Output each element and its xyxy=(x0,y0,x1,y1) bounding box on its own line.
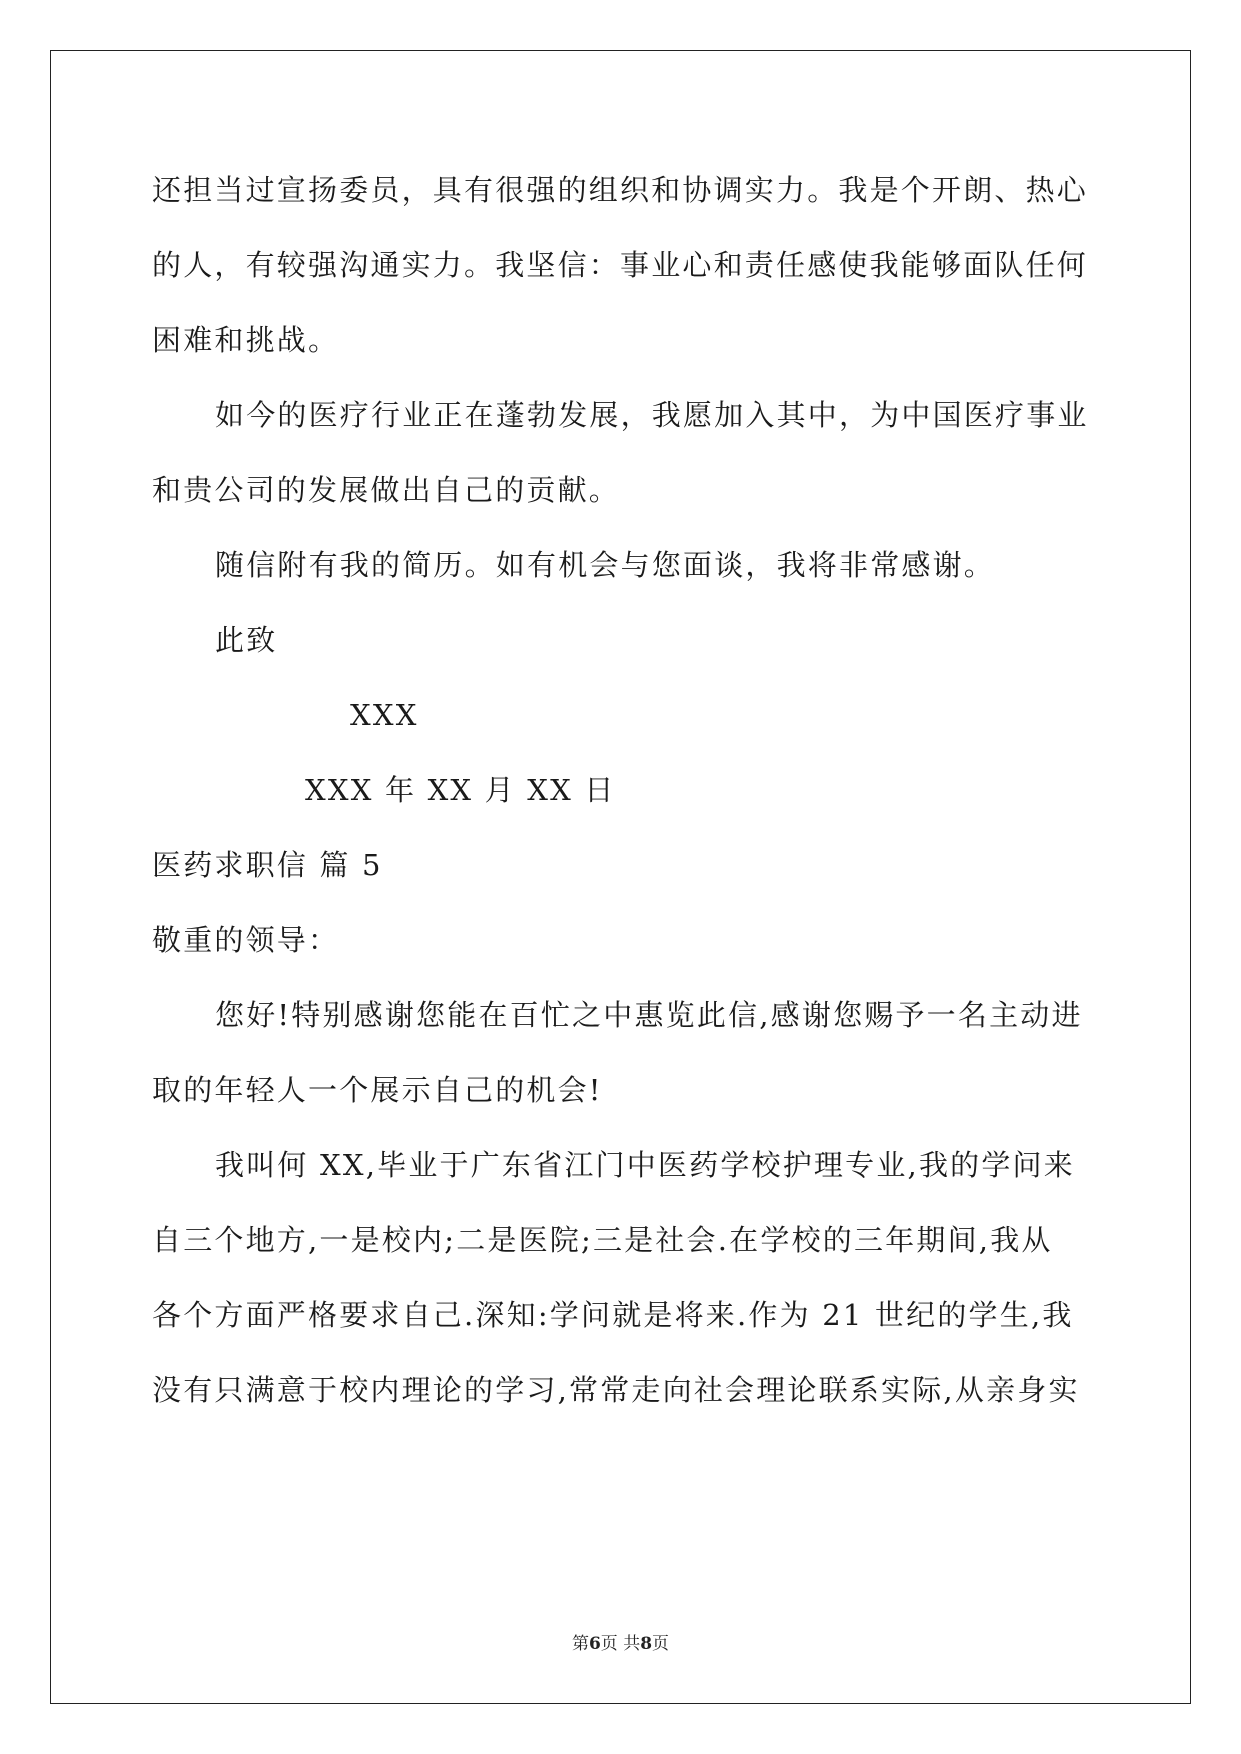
text-line-5: 和贵公司的发展做出自己的贡献。 xyxy=(152,473,621,507)
page-footer xyxy=(0,1634,1241,1654)
text-line-14: 我叫何 XX,毕业于广东省江门中医药学校护理专业,我的学问来 xyxy=(215,1148,1075,1182)
footer-prefix: 第 xyxy=(571,1634,589,1654)
greeting: 敬重的领导： xyxy=(152,923,340,957)
text-line-12: 您好!特别感谢您能在百忙之中惠览此信,感谢您赐予一名主动进 xyxy=(215,998,1083,1032)
text-line-2: 的人，有较强沟通实力。我坚信：事业心和责任感使我能够面队任何 xyxy=(152,248,1089,282)
text-line-17: 没有只满意于校内理论的学习,常常走向社会理论联系实际,从亲身实 xyxy=(152,1373,1080,1407)
text-line-1: 还担当过宣扬委员，具有很强的组织和协调实力。我是个开朗、热心 xyxy=(152,173,1089,207)
text-line-13: 取的年轻人一个展示自己的机会! xyxy=(152,1073,603,1107)
text-line-4: 如今的医疗行业正在蓬勃发展，我愿加入其中，为中国医疗事业 xyxy=(215,398,1089,432)
footer-suffix: 页 xyxy=(652,1634,670,1654)
text-line-15: 自三个地方,一是校内;二是医院;三是社会.在学校的三年期间,我从 xyxy=(152,1223,1053,1257)
text-line-6: 随信附有我的简历。如有机会与您面谈，我将非常感谢。 xyxy=(215,548,996,582)
salutation-closing: 此致 xyxy=(215,623,278,657)
text-line-3: 困难和挑战。 xyxy=(152,323,340,357)
footer-mid: 页 共 xyxy=(600,1634,641,1654)
signature-date: XXX 年 XX 月 XX 日 xyxy=(305,773,616,807)
signature-name: XXX xyxy=(350,698,419,732)
current-page-number: 6 xyxy=(588,1634,601,1654)
section-heading: 医药求职信 篇 5 xyxy=(152,848,383,882)
total-page-number: 8 xyxy=(640,1634,653,1654)
text-line-16: 各个方面严格要求自己.深知:学问就是将来.作为 21 世纪的学生,我 xyxy=(152,1298,1074,1332)
